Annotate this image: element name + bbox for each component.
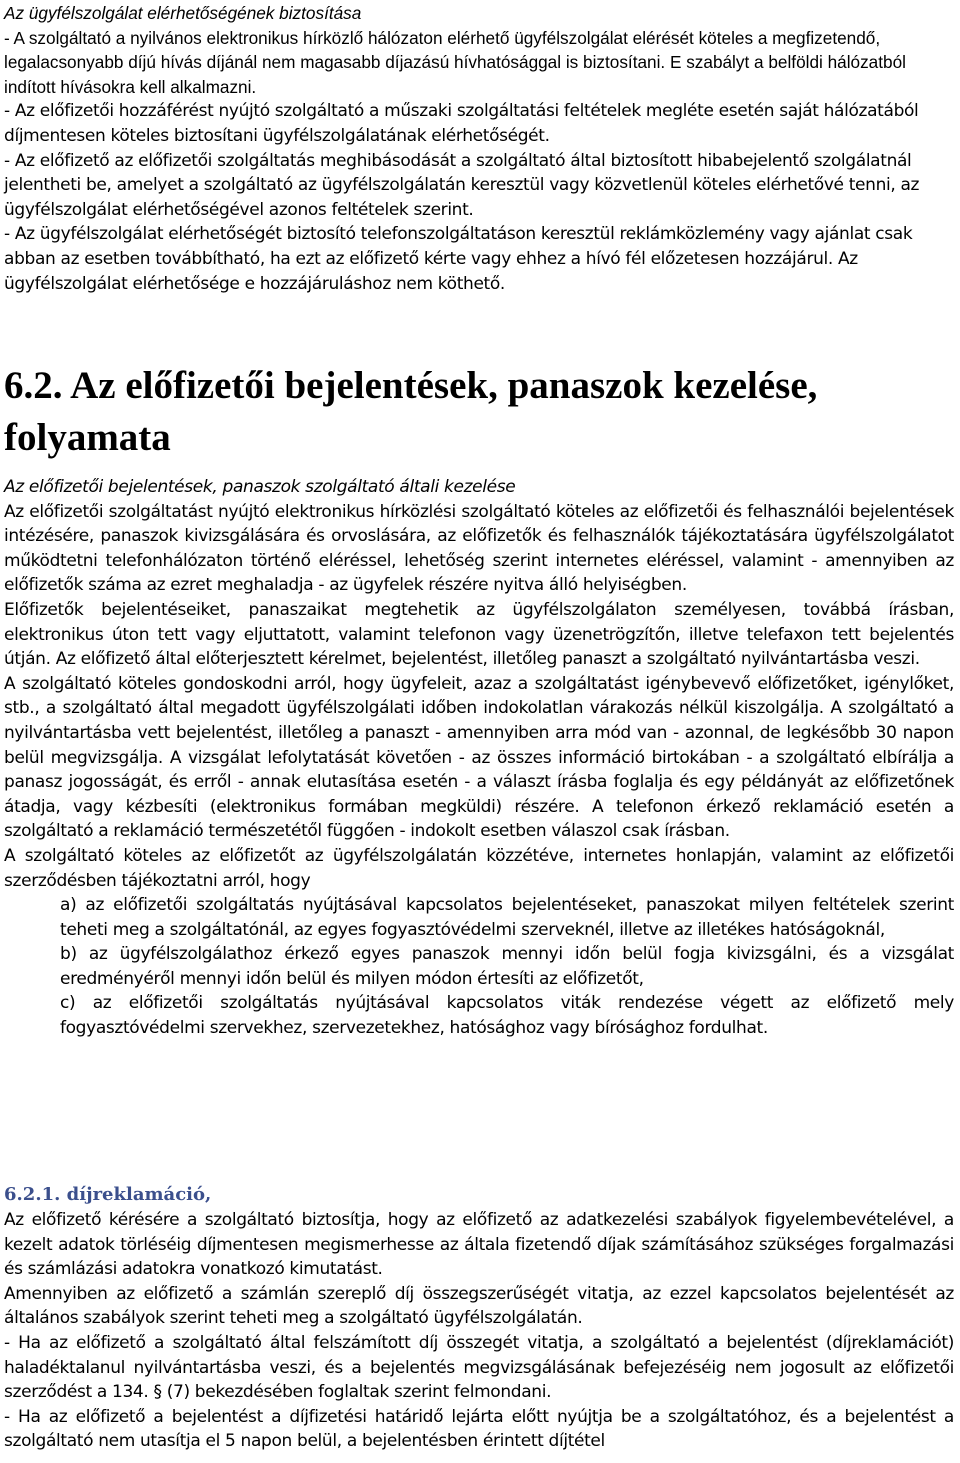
subsection-heading: 6.2.1. díjreklamáció,	[4, 1184, 212, 1205]
list-item: c) az előfizetői szolgáltatás nyújtásával kapcsolatos viták rendezése végett az előfizető mely fogyasztóvédelmi szervekhez, szervezetekhez, hatósághoz vagy bírósághoz fordulhat.	[60, 993, 954, 1039]
section-subtitle: Az előfizetői bejelentések, panaszok szolgáltató általi kezelése	[4, 477, 516, 497]
list-item: a) az előfizetői szolgáltatás nyújtásával kapcsolatos bejelentéseket, panaszokat milyen feltételek szerint teheti meg a szolgáltatónál, az egyes fogyasztóvédelmi szerveknél, illetve az illetékes hatóságoknál,	[60, 895, 954, 940]
paragraph: - Az ügyfélszolgálat elérhetőségét biztosító telefonszolgáltatáson keresztül reklámközlemény vagy ajánlat csak abban az esetben továbbítható, ha ezt az előfizető kérte vagy ehhez a hívó fél előzetesen hozzájárul. Az ügyfélszolgálat elérhetősége e hozzájáruláshoz nem köthető.	[4, 224, 913, 294]
section-heading: 6.2. Az előfizetői bejelentések, panaszok kezelése, folyamata	[4, 364, 818, 459]
paragraph: Az előfizető kérésére a szolgáltató biztosítja, hogy az előfizető az adatkezelési szabályok figyelembevételével, a kezelt adatok törléséig díjmentesen megismerhesse az általa fizetendő díjak számításához szükséges forgalmazási és számlázási adatokra vonatkozó kimutatást.	[4, 1210, 954, 1280]
paragraph: Előfizetők bejelentéseiket, panaszaikat megtehetik az ügyfélszolgálaton személyesen, továbbá írásban, elektronikus úton tett vagy eljuttatott, valamint telefonon vagy üzenetrögzítőn, illetve telefaxon tett bejelentés útján. Az előfizető által előterjesztett kérelmet, bejelentést, illetőleg panaszt a szolgáltató nyilvántartásba veszi.	[4, 599, 954, 670]
paragraph: A szolgáltató köteles az előfizetőt az ügyfélszolgálatán közzétéve, internetes honlapján, valamint az előfizetői szerződésben tájékoztatni arról, hogy	[4, 845, 954, 891]
paragraph: - Ha az előfizető a szolgáltató által felszámított díj összegét vitatja, a szolgáltató a bejelentést (díjreklamációt) haladéktalanul nyilvántartásba veszi, és a bejelentés megvizsgálásának befejezéséig nem jogosult az előfizetői szerződést a 134. § (7) bekezdésében foglaltak szerint felmondani.	[4, 1332, 954, 1403]
list-item: b) az ügyfélszolgálathoz érkező egyes panaszok mennyi időn belül fogja kivizsgálni, és a vizsgálat eredményéről mennyi időn belül és milyen módon értesíti az előfizetőt,	[60, 944, 954, 989]
paragraph: Az előfizetői szolgáltatást nyújtó elektronikus hírközlési szolgáltató köteles az előfizetői és felhasználói bejelentések intézésére, panaszok kivizsgálására és orvoslására, az előfizetők és felhasználók tájékoztatására ügyfélszolgálatot működtetni telefonhálózaton történő eléréssel, lehetőség szerint internetes eléréssel, valamint - amennyiben az előfizetők száma az ezret meghaladja - az ügyfelek részére nyitva álló helyiségben.	[4, 501, 954, 596]
paragraph: - Az előfizető az előfizetői szolgáltatás meghibásodását a szolgáltató által biztosított hibabejelentő szolgálatnál jelentheti be, amelyet a szolgáltató az ügyfélszolgálatán keresztül vagy közvetlenül köteles elérhetővé tenni, az ügyfélszolgálat elérhetőségével azonos feltételek szerint.	[4, 150, 920, 220]
complaints-body	[4, 475, 954, 1041]
section-title: Az ügyfélszolgálat elérhetőségének biztosítása	[4, 3, 362, 23]
paragraph: A szolgáltató köteles gondoskodni arról, hogy ügyfeleit, azaz a szolgáltatást igénybevevő előfizetőket, igénylőket, stb., a szolgáltató által megadott ügyfélszolgálati időben indokolatlan várakozás nélkül kiszolgálja. A szolgáltató a nyilvántartásba vett bejelentést, illetőleg a panaszt - amennyiben arra mód van - azonnal, de legkésőbb 30 napon belül megvizsgálja. A vizsgálat lefolytatását követően - az összes információ birtokában - a szolgáltató elbírálja a panasz jogosságát, és erről - annak elutasítása esetén - a választ írásba foglalja és egy példányát az előfizetőnek átadja, vagy kézbesíti (elektronikus formában megküldi) részére. A telefonon érkező reklamáció esetén a szolgáltató a reklamáció természetétől függően - indokolt esetben válaszol csak írásban.	[4, 673, 954, 842]
customer-service-section	[4, 1, 954, 296]
complaints-section	[4, 360, 954, 464]
paragraph: - Ha az előfizető a bejelentést a díjfizetési határidő lejárta előtt nyújtja be a szolgáltatóhoz, és a bejelentést a szolgáltató nem utasítja el 5 napon belül, a bejelentésben érintett díjtétel	[4, 1406, 954, 1452]
paragraph: Amennyiben az előfizető a számlán szereplő díj összegszerűségét vitatja, az ezzel kapcsolatos bejelentését az általános szabályok szerint teheti meg a szolgáltató ügyfélszolgálatán.	[4, 1283, 954, 1329]
fee-complaint-section	[4, 1182, 954, 1454]
paragraph: - A szolgáltató a nyilvános elektronikus hírközlő hálózaton elérhető ügyfélszolgálat elérését köteles a megfizetendő, legalacsonyabb díjú hívás díjánál nem magasabb díjazású hívhatósággal is biztosítani. E szabályt a belföldi hálózatból indított hívásokra kell alkalmazni.	[4, 27, 906, 97]
paragraph: - Az előfizetői hozzáférést nyújtó szolgáltató a műszaki szolgáltatási feltételek megléte esetén saját hálózatából díjmentesen köteles biztosítani ügyfélszolgálatának elérhetőségét.	[4, 101, 919, 146]
